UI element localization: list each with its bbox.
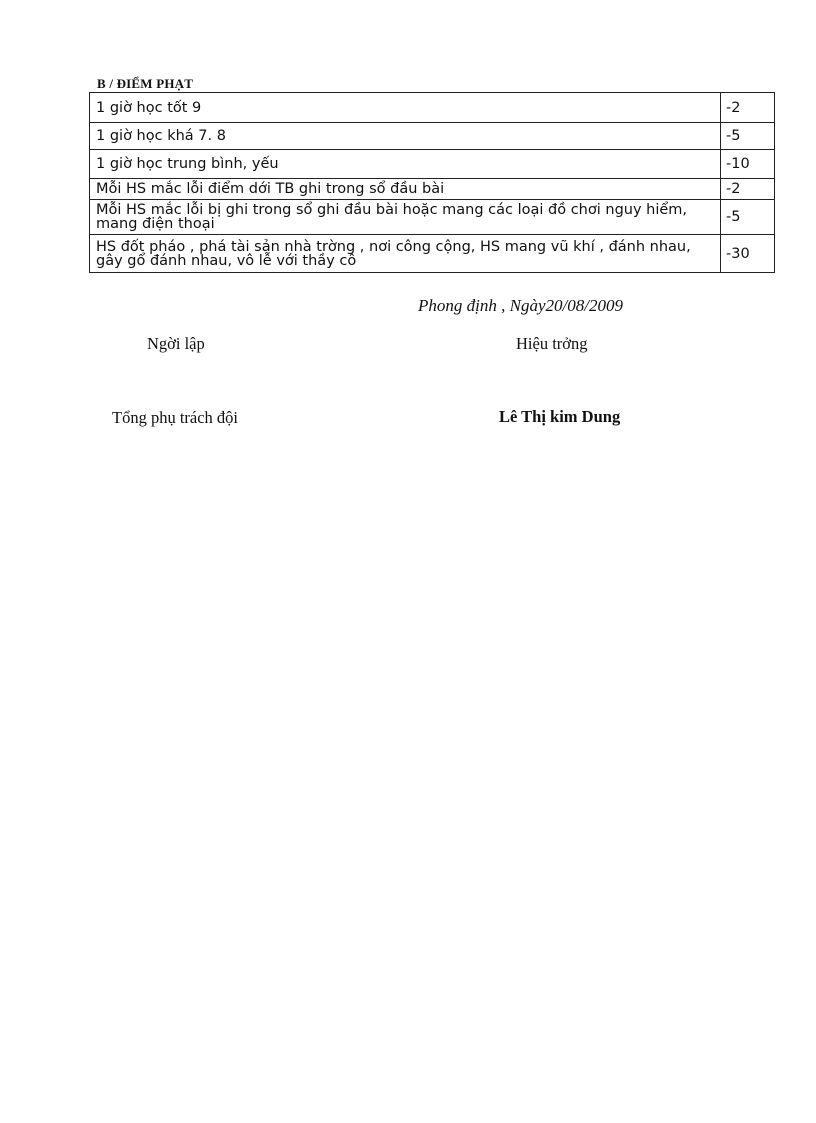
table-row [90, 93, 775, 123]
table-row [90, 150, 775, 179]
team-leader-label: Tổng phụ trách đội [112, 408, 239, 427]
table-row [90, 200, 775, 235]
penalty-table [89, 92, 775, 273]
table-row [90, 179, 775, 200]
penalty-description: Mỗi HS mắc lỗi điểm dới TB ghi trong sổ đầu bài [90, 179, 721, 200]
penalty-description: 1 giờ học tốt 9 [90, 93, 721, 123]
penalty-points: -5 [721, 200, 775, 235]
penalty-points: -5 [721, 123, 775, 150]
table-row [90, 123, 775, 150]
penalty-points: -30 [721, 235, 775, 273]
penalty-points: -10 [721, 150, 775, 179]
penalty-points: -2 [721, 93, 775, 123]
section-title: B / ĐIỂM PHẠT [97, 76, 194, 91]
principal-label: Hiệu trởng [516, 334, 588, 353]
penalty-points: -2 [721, 179, 775, 200]
penalty-description: Mỗi HS mắc lỗi bị ghi trong sổ ghi đầu bài hoặc mang các loại đồ chơi nguy hiểm, mang điện thoại [90, 200, 721, 235]
preparer-label: Ngời lập [147, 334, 205, 353]
penalty-description: HS đốt pháo , phá tài sản nhà trờng , nơi công cộng, HS mang vũ khí , đánh nhau, gây gổ đánh nhau, vô lễ với thầy cô [90, 235, 721, 273]
penalty-description: 1 giờ học trung bình, yếu [90, 150, 721, 179]
place-date: Phong định , Ngày20/08/2009 [418, 296, 623, 315]
table-row [90, 235, 775, 273]
principal-name: Lê Thị kim Dung [499, 407, 621, 426]
penalty-description: 1 giờ học khá 7. 8 [90, 123, 721, 150]
